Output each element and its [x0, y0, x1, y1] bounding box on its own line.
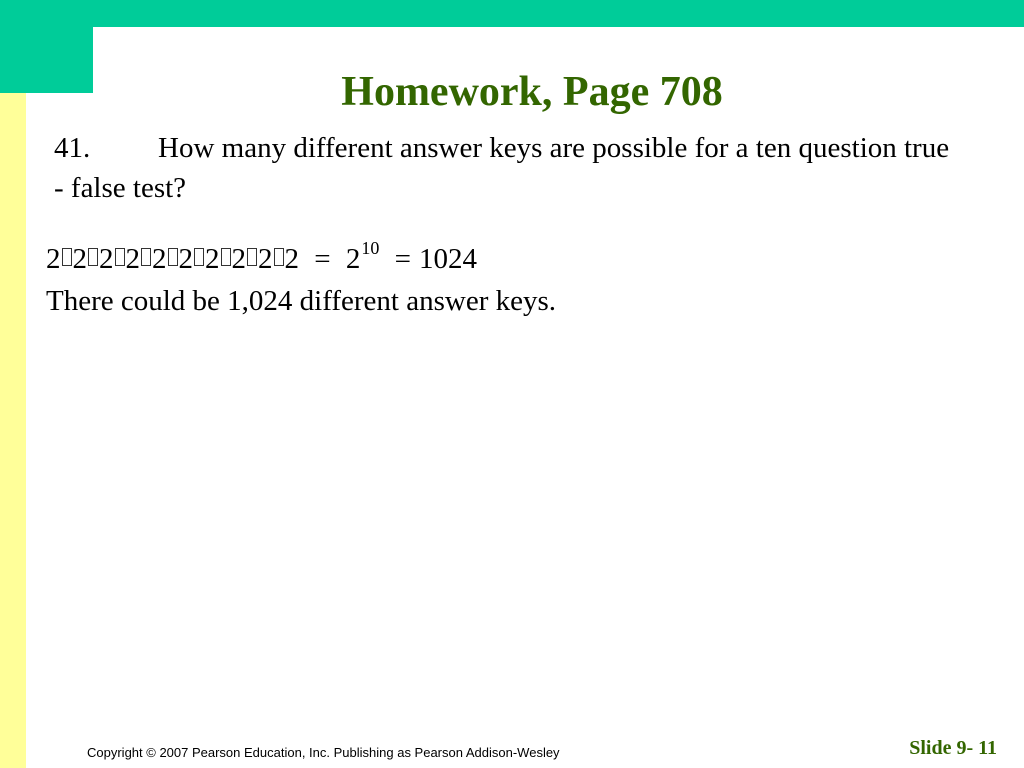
equation-result: 1024 — [418, 243, 477, 275]
equation — [46, 228, 477, 279]
equation-factor-4: 2 — [125, 243, 140, 275]
missing-glyph-box — [168, 248, 178, 266]
question-block — [54, 128, 954, 208]
equals-sign-2: = — [394, 243, 411, 275]
missing-glyph-box — [115, 248, 125, 266]
equation-factors — [46, 243, 299, 275]
equation-factor-3: 2 — [99, 243, 114, 275]
equation-factor-2: 2 — [72, 243, 87, 275]
missing-glyph-box — [274, 248, 284, 266]
equals-sign: = — [314, 243, 331, 275]
equation-factor-8: 2 — [231, 243, 246, 275]
missing-glyph-box — [62, 248, 72, 266]
top-decorative-bar — [0, 0, 1024, 27]
missing-glyph-box — [88, 248, 98, 266]
slide-title: Homework, Page 708 — [341, 69, 723, 115]
missing-glyph-box — [194, 248, 204, 266]
slide-number: Slide 9- 11 — [909, 737, 997, 759]
question-number: 41. — [54, 132, 91, 164]
equation-factor-6: 2 — [178, 243, 193, 275]
copyright-notice: Copyright © 2007 Pearson Education, Inc. Publishing as Pearson Addison-Wesley — [87, 745, 560, 760]
missing-glyph-box — [221, 248, 231, 266]
equation-factor-1: 2 — [46, 243, 61, 275]
question-text: How many different answer keys are possible for a ten question true - false test? — [54, 132, 950, 204]
equation-factor-10: 2 — [284, 243, 299, 275]
equation-base: 2 — [345, 243, 361, 275]
equation-factor-7: 2 — [205, 243, 220, 275]
equation-factor-9: 2 — [258, 243, 273, 275]
answer-text: There could be 1,024 different answer keys. — [46, 285, 557, 317]
equation-exponent: 10 — [361, 238, 380, 258]
missing-glyph-box — [141, 248, 151, 266]
equation-factor-5: 2 — [152, 243, 167, 275]
left-decorative-bar — [0, 93, 26, 768]
missing-glyph-box — [247, 248, 257, 266]
